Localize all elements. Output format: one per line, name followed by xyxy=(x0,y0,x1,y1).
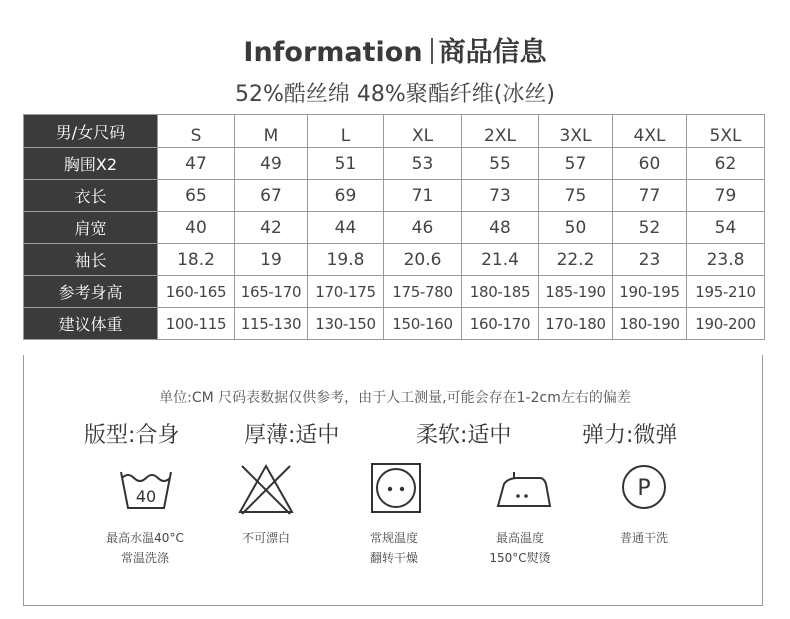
dry-clean-icon xyxy=(614,462,674,516)
table-cell: 62 xyxy=(687,148,765,180)
table-cell: 52 xyxy=(613,212,687,244)
table-cell: 19 xyxy=(235,244,308,276)
table-cell: 67 xyxy=(235,180,308,212)
table-cell: 190-195 xyxy=(613,276,687,308)
size-table-row xyxy=(24,115,765,148)
table-cell: 185-190 xyxy=(539,276,613,308)
dryclean-caption: 普通干洗 xyxy=(619,531,668,545)
table-cell: 180-190 xyxy=(613,308,687,340)
fit-property: 版型:合身 xyxy=(84,423,180,448)
dry-caption: 常规温度 翻转干燥 xyxy=(369,531,418,565)
table-cell: 22.2 xyxy=(539,244,613,276)
table-cell: 73 xyxy=(462,180,539,212)
table-cell: 20.6 xyxy=(384,244,462,276)
table-cell: 190-200 xyxy=(687,308,765,340)
table-cell: 115-130 xyxy=(235,308,308,340)
size-table-row xyxy=(24,148,765,180)
wash-temp-number: 40 xyxy=(135,487,157,506)
no-bleach-icon xyxy=(236,462,296,516)
table-cell: 65 xyxy=(158,180,235,212)
iron-medium-icon xyxy=(494,462,554,516)
wash-caption: 最高水温40°C 常温洗涤 xyxy=(106,531,184,565)
table-cell: 57 xyxy=(539,148,613,180)
tumble-dry-icon xyxy=(365,462,425,516)
table-cell: 160-165 xyxy=(158,276,235,308)
table-cell: 170-180 xyxy=(539,308,613,340)
thickness-property: 厚薄:适中 xyxy=(244,423,340,448)
size-table-row xyxy=(24,180,765,212)
iron-caption: 最高温度 150°C熨烫 xyxy=(489,531,551,565)
table-cell: 160-170 xyxy=(462,308,539,340)
page-title xyxy=(0,30,790,69)
size-table-row xyxy=(24,308,765,340)
table-cell: 51 xyxy=(308,148,384,180)
table-cell: S xyxy=(158,115,235,148)
title-english: Information xyxy=(243,37,423,68)
table-cell: 18.2 xyxy=(158,244,235,276)
table-cell: 165-170 xyxy=(235,276,308,308)
table-cell: 55 xyxy=(462,148,539,180)
table-cell: 175-780 xyxy=(384,276,462,308)
table-cell: L xyxy=(308,115,384,148)
table-cell: 19.8 xyxy=(308,244,384,276)
table-cell: 77 xyxy=(613,180,687,212)
table-cell: XL xyxy=(384,115,462,148)
row-header: 男/女尺码 xyxy=(24,115,158,148)
measurement-note: 单位:CM 尺码表数据仅供参考，由于人工测量,可能会存在1-2cm左右的偏差 xyxy=(159,390,631,406)
table-cell: 4XL xyxy=(613,115,687,148)
table-cell: M xyxy=(235,115,308,148)
table-cell: 48 xyxy=(462,212,539,244)
table-cell: 2XL xyxy=(462,115,539,148)
table-cell: 40 xyxy=(158,212,235,244)
table-cell: 180-185 xyxy=(462,276,539,308)
table-cell: 79 xyxy=(687,180,765,212)
title-divider xyxy=(431,38,433,64)
row-header: 胸围X2 xyxy=(24,148,158,180)
wash-40-icon xyxy=(116,462,176,516)
size-table-row xyxy=(24,244,765,276)
softness-property: 柔软:适中 xyxy=(416,423,512,448)
table-cell: 71 xyxy=(384,180,462,212)
table-cell: 170-175 xyxy=(308,276,384,308)
table-cell: 60 xyxy=(613,148,687,180)
table-cell: 3XL xyxy=(539,115,613,148)
table-cell: 5XL xyxy=(687,115,765,148)
table-cell: 21.4 xyxy=(462,244,539,276)
table-cell: 42 xyxy=(235,212,308,244)
table-cell: 54 xyxy=(687,212,765,244)
row-header: 参考身高 xyxy=(24,276,158,308)
row-header: 建议体重 xyxy=(24,308,158,340)
row-header: 肩宽 xyxy=(24,212,158,244)
dry-clean-letter: P xyxy=(637,476,651,501)
material-composition: 52%酷丝绵 48%聚酯纤维(冰丝) xyxy=(235,82,555,107)
table-cell: 23.8 xyxy=(687,244,765,276)
table-cell: 50 xyxy=(539,212,613,244)
title-chinese: 商品信息 xyxy=(438,37,547,68)
table-cell: 53 xyxy=(384,148,462,180)
table-cell: 69 xyxy=(308,180,384,212)
table-cell: 150-160 xyxy=(384,308,462,340)
table-cell: 46 xyxy=(384,212,462,244)
table-cell: 44 xyxy=(308,212,384,244)
row-header: 衣长 xyxy=(24,180,158,212)
size-table-row xyxy=(24,276,765,308)
size-table-row xyxy=(24,212,765,244)
table-cell: 130-150 xyxy=(308,308,384,340)
elasticity-property: 弹力:微弹 xyxy=(582,423,678,448)
table-cell: 100-115 xyxy=(158,308,235,340)
table-cell: 195-210 xyxy=(687,276,765,308)
table-cell: 23 xyxy=(613,244,687,276)
table-cell: 47 xyxy=(158,148,235,180)
table-cell: 75 xyxy=(539,180,613,212)
table-cell: 49 xyxy=(235,148,308,180)
bleach-caption: 不可漂白 xyxy=(241,531,290,545)
size-table xyxy=(23,114,765,340)
row-header: 袖长 xyxy=(24,244,158,276)
